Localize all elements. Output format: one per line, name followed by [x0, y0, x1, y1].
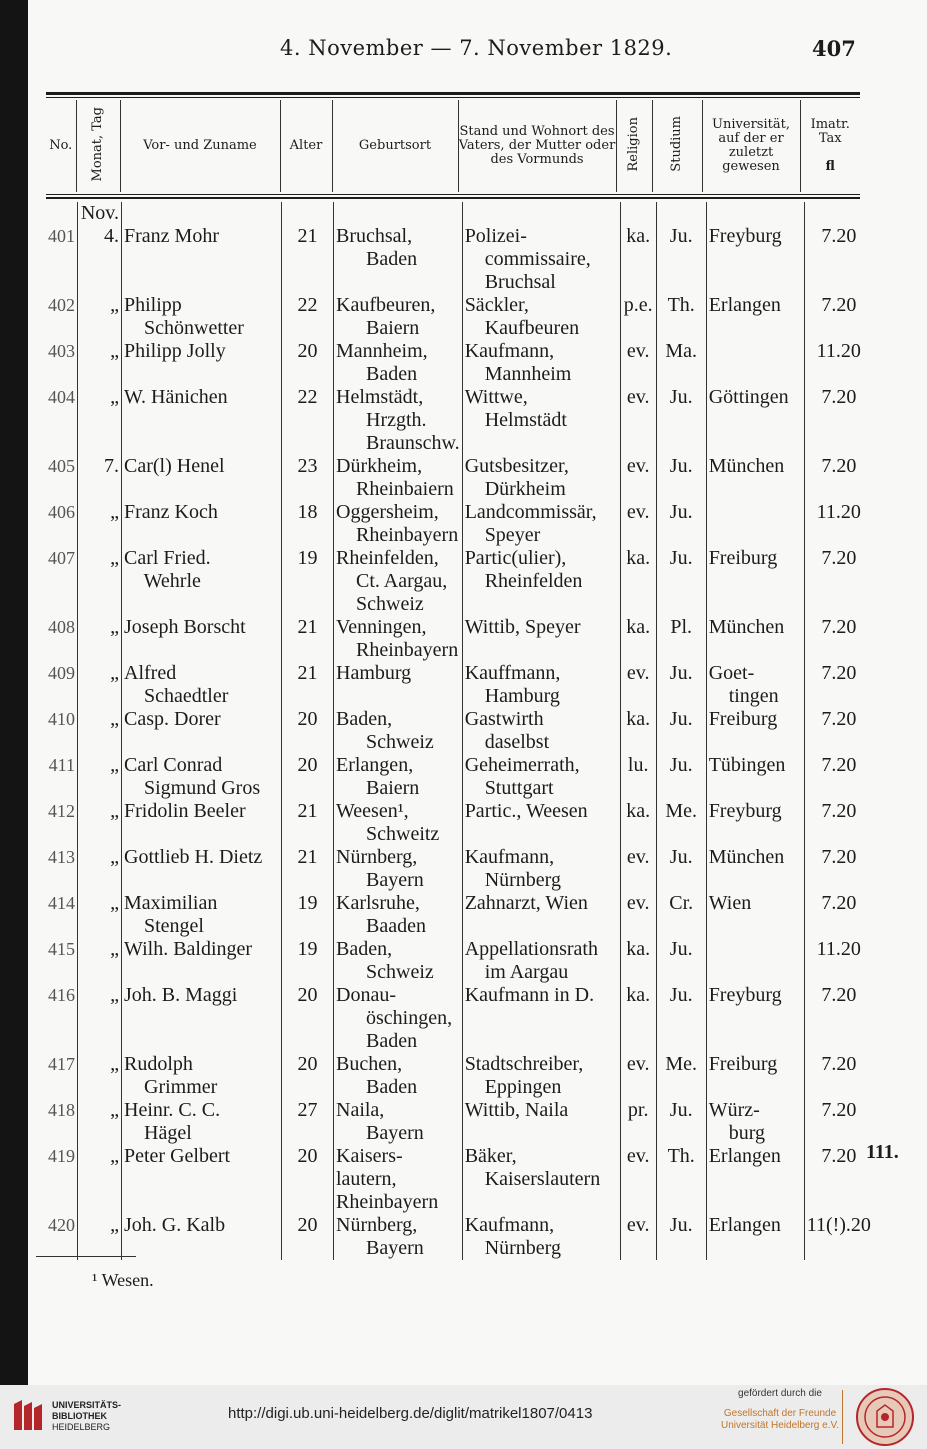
religion: ka. — [620, 547, 656, 616]
table-row — [46, 501, 873, 547]
study-field: Me. — [656, 800, 706, 846]
previous-university: Goet- tingen — [706, 662, 804, 708]
entry-day: „ — [78, 547, 122, 616]
col-birthplace: Geburtsort — [332, 100, 458, 192]
previous-university: Freyburg — [706, 984, 804, 1053]
table-row — [46, 938, 873, 984]
student-name: Philipp Jolly — [122, 340, 282, 386]
student-age: 18 — [282, 501, 334, 547]
religion: pr. — [620, 1099, 656, 1145]
page-number: 407 — [812, 36, 856, 61]
margin-note: 111. — [866, 1141, 899, 1163]
previous-university: Freyburg — [706, 800, 804, 846]
study-field: Ju. — [656, 846, 706, 892]
header-rule-thin — [46, 97, 860, 98]
col-parent: Stand und Wohnort des Vaters, der Mutter oder des Vormunds — [458, 100, 616, 192]
parent-info: Polizei- commissaire, Bruchsal — [462, 225, 620, 294]
tax-amount: 7.20 — [804, 846, 873, 892]
student-age: 21 — [282, 846, 334, 892]
entry-day: „ — [78, 1145, 122, 1214]
birthplace: Donau- öschingen, Baden — [334, 984, 463, 1053]
previous-university — [706, 501, 804, 547]
birthplace: Venningen, Rheinbayern — [334, 616, 463, 662]
university-seal-icon — [855, 1387, 915, 1447]
tax-amount: 7.20 — [804, 800, 873, 846]
table-row — [46, 800, 873, 846]
birthplace: Kaisers- lautern, Rheinbayern — [334, 1145, 463, 1214]
table-row — [46, 892, 873, 938]
entry-number: 405 — [48, 456, 75, 476]
religion: lu. — [620, 754, 656, 800]
table-row — [46, 662, 873, 708]
study-field: Ju. — [656, 225, 706, 294]
student-name: Joh. G. Kalb — [122, 1214, 282, 1260]
previous-university: Tübingen — [706, 754, 804, 800]
parent-info: Partic(ulier), Rheinfelden — [462, 547, 620, 616]
study-field: Cr. — [656, 892, 706, 938]
table-row — [46, 1053, 873, 1099]
student-name: Franz Mohr — [122, 225, 282, 294]
birthplace: Baden, Schweiz — [334, 938, 463, 984]
religion: ka. — [620, 984, 656, 1053]
religion: ev. — [620, 662, 656, 708]
student-name: Casp. Dorer — [122, 708, 282, 754]
entry-day: „ — [78, 938, 122, 984]
entry-day: „ — [78, 754, 122, 800]
table-row — [46, 340, 873, 386]
student-name: Franz Koch — [122, 501, 282, 547]
student-name: W. Hänichen — [122, 386, 282, 455]
viewer-footer — [0, 1385, 927, 1449]
student-age: 23 — [282, 455, 334, 501]
entry-day: 7. — [78, 455, 122, 501]
parent-info: Wittib, Naila — [462, 1099, 620, 1145]
entry-number: 415 — [48, 939, 75, 959]
entry-number: 409 — [48, 663, 75, 683]
col-day-label: Monat, Tag — [90, 106, 105, 182]
student-age: 21 — [282, 616, 334, 662]
study-field: Ju. — [656, 754, 706, 800]
table-row — [46, 616, 873, 662]
religion: ev. — [620, 501, 656, 547]
table-row — [46, 386, 873, 455]
sponsor-line2: Universität Heidelberg e.V. — [720, 1420, 840, 1431]
tax-amount: 7.20 — [804, 1053, 873, 1099]
col-study-label: Studium — [669, 116, 684, 172]
entry-number: 414 — [48, 893, 75, 913]
entry-day: „ — [78, 616, 122, 662]
tax-amount: 7.20 — [804, 225, 873, 294]
entry-number: 416 — [48, 985, 75, 1005]
col-study — [652, 100, 702, 192]
entry-day: „ — [78, 892, 122, 938]
col-name: Vor- und Zuname — [120, 100, 280, 192]
month-row — [46, 202, 873, 225]
previous-university: München — [706, 455, 804, 501]
student-name: Philipp Schönwetter — [122, 294, 282, 340]
student-name: Fridolin Beeler — [122, 800, 282, 846]
col-age: Alter — [280, 100, 332, 192]
tax-amount: 11(!).20 — [804, 1214, 873, 1260]
entry-number: 419 — [48, 1146, 75, 1166]
table-row — [46, 547, 873, 616]
library-name-line1: UNIVERSITÄTS- — [52, 1400, 122, 1410]
religion: ev. — [620, 1214, 656, 1260]
entry-day: „ — [78, 1053, 122, 1099]
parent-info: Kaufmann, Nürnberg — [462, 846, 620, 892]
previous-university: Freiburg — [706, 1053, 804, 1099]
col-day — [76, 100, 120, 192]
student-name: Carl Fried. Wehrle — [122, 547, 282, 616]
student-name: Joseph Borscht — [122, 616, 282, 662]
header-rule-top — [46, 92, 860, 95]
col-university: Universität, auf der er zuletzt gewesen — [702, 100, 800, 192]
tax-amount: 7.20 — [804, 294, 873, 340]
student-age: 20 — [282, 1145, 334, 1214]
table-row — [46, 225, 873, 294]
col-tax — [800, 100, 860, 192]
tax-amount: 7.20 — [804, 616, 873, 662]
student-age: 21 — [282, 662, 334, 708]
matriculation-table — [46, 202, 873, 1260]
entry-day: „ — [78, 984, 122, 1053]
parent-info: Kaufmann in D. — [462, 984, 620, 1053]
table-row — [46, 1214, 873, 1260]
previous-university: Freyburg — [706, 225, 804, 294]
parent-info: Kauffmann, Hamburg — [462, 662, 620, 708]
study-field: Pl. — [656, 616, 706, 662]
parent-info: Landcommissär, Speyer — [462, 501, 620, 547]
birthplace: Erlangen, Baiern — [334, 754, 463, 800]
sponsor-line1: Gesellschaft der Freunde — [723, 1408, 837, 1419]
library-name-line2: BIBLIOTHEK — [52, 1411, 107, 1421]
study-field: Ju. — [656, 1099, 706, 1145]
library-name-line3: HEIDELBERG — [52, 1422, 111, 1432]
religion: ka. — [620, 938, 656, 984]
student-name: Rudolph Grimmer — [122, 1053, 282, 1099]
student-age: 20 — [282, 984, 334, 1053]
religion: ev. — [620, 1053, 656, 1099]
entry-day: „ — [78, 800, 122, 846]
birthplace: Dürkheim, Rheinbaiern — [334, 455, 463, 501]
entry-number: 406 — [48, 502, 75, 522]
tax-amount: 7.20 — [804, 386, 873, 455]
religion: ev. — [620, 1145, 656, 1214]
study-field: Ju. — [656, 662, 706, 708]
student-age: 20 — [282, 754, 334, 800]
footnote-rule — [36, 1256, 136, 1257]
entry-number: 402 — [48, 295, 75, 315]
header-rule-bottom-thick — [46, 197, 860, 199]
col-religion-label: Religion — [626, 116, 641, 172]
table-row — [46, 984, 873, 1053]
previous-university: München — [706, 846, 804, 892]
page-title: 4. November — 7. November 1829. — [280, 36, 673, 60]
birthplace: Baden, Schweiz — [334, 708, 463, 754]
religion: ka. — [620, 225, 656, 294]
col-tax-unit: fl — [825, 159, 835, 174]
table-row — [46, 294, 873, 340]
birthplace: Mannheim, Baden — [334, 340, 463, 386]
tax-amount: 7.20 — [804, 547, 873, 616]
entry-number: 404 — [48, 387, 75, 407]
parent-info: Gastwirth daselbst — [462, 708, 620, 754]
table-row — [46, 708, 873, 754]
student-name: Carl Conrad Sigmund Gros — [122, 754, 282, 800]
tax-amount: 7.20 — [804, 754, 873, 800]
birthplace: Helmstädt, Hrzgth. Braunschw. — [334, 386, 463, 455]
sponsor-block[interactable] — [716, 1388, 844, 1432]
study-field: Th. — [656, 1145, 706, 1214]
parent-info: Gutsbesitzer, Dürkheim — [462, 455, 620, 501]
religion: ev. — [620, 846, 656, 892]
library-name[interactable] — [52, 1400, 121, 1433]
tax-amount: 7.20 — [804, 662, 873, 708]
col-tax-label: Imatr. Tax — [810, 117, 850, 146]
entry-day: „ — [78, 501, 122, 547]
student-age: 21 — [282, 225, 334, 294]
header-rule-bottom — [46, 194, 860, 195]
permalink-url[interactable]: http://digi.ub.uni-heidelberg.de/diglit/matrikel1807/0413 — [228, 1405, 593, 1422]
entry-number: 410 — [48, 709, 75, 729]
entry-number: 411 — [48, 755, 75, 775]
birthplace: Nürnberg, Bayern — [334, 846, 463, 892]
study-field: Ju. — [656, 386, 706, 455]
tax-amount: 7.20 — [804, 984, 873, 1053]
student-age: 22 — [282, 294, 334, 340]
birthplace: Naila, Bayern — [334, 1099, 463, 1145]
previous-university: Erlangen — [706, 1214, 804, 1260]
table-row — [46, 1099, 873, 1145]
entry-day: 4. — [78, 225, 122, 294]
religion: ka. — [620, 800, 656, 846]
student-age: 19 — [282, 892, 334, 938]
study-field: Th. — [656, 294, 706, 340]
birthplace: Oggersheim, Rheinbayern — [334, 501, 463, 547]
birthplace: Nürnberg, Bayern — [334, 1214, 463, 1260]
table-row — [46, 846, 873, 892]
entry-number: 401 — [48, 226, 75, 246]
table-row — [46, 455, 873, 501]
previous-university — [706, 340, 804, 386]
student-name: Alfred Schaedtler — [122, 662, 282, 708]
previous-university: Erlangen — [706, 1145, 804, 1214]
parent-info: Geheimerrath, Stuttgart — [462, 754, 620, 800]
sponsor-intro: gefördert durch die — [738, 1388, 822, 1399]
entry-day: „ — [78, 708, 122, 754]
entry-number: 420 — [48, 1215, 75, 1235]
student-age: 19 — [282, 547, 334, 616]
religion: ev. — [620, 892, 656, 938]
parent-info: Wittib, Speyer — [462, 616, 620, 662]
footnote: ¹ Wesen. — [92, 1270, 154, 1290]
col-no: No. — [49, 138, 73, 153]
study-field: Me. — [656, 1053, 706, 1099]
parent-info: Zahnarzt, Wien — [462, 892, 620, 938]
scan-dark-edge — [0, 0, 28, 1449]
entry-day: „ — [78, 1214, 122, 1260]
month-label: Nov. — [78, 202, 122, 225]
study-field: Ju. — [656, 1214, 706, 1260]
parent-info: Kaufmann, Mannheim — [462, 340, 620, 386]
entry-day: „ — [78, 340, 122, 386]
study-field: Ma. — [656, 340, 706, 386]
library-logo-icon[interactable] — [10, 1396, 48, 1434]
table-row — [46, 754, 873, 800]
student-age: 20 — [282, 708, 334, 754]
tax-amount: 7.20 — [804, 1099, 873, 1145]
birthplace: Rheinfelden, Ct. Aargau, Schweiz — [334, 547, 463, 616]
study-field: Ju. — [656, 984, 706, 1053]
tax-amount: 7.20 — [804, 892, 873, 938]
parent-info: Kaufmann, Nürnberg — [462, 1214, 620, 1260]
student-name: Peter Gelbert — [122, 1145, 282, 1214]
student-age: 27 — [282, 1099, 334, 1145]
religion: p.e. — [620, 294, 656, 340]
study-field: Ju. — [656, 938, 706, 984]
study-field: Ju. — [656, 547, 706, 616]
student-age: 19 — [282, 938, 334, 984]
previous-university: Göttingen — [706, 386, 804, 455]
birthplace: Bruchsal, Baden — [334, 225, 463, 294]
religion: ev. — [620, 386, 656, 455]
entry-number: 418 — [48, 1100, 75, 1120]
birthplace: Kaufbeuren, Baiern — [334, 294, 463, 340]
birthplace: Buchen, Baden — [334, 1053, 463, 1099]
previous-university — [706, 938, 804, 984]
student-name: Car(l) Henel — [122, 455, 282, 501]
entry-day: „ — [78, 846, 122, 892]
student-name: Joh. B. Maggi — [122, 984, 282, 1053]
religion: ka. — [620, 616, 656, 662]
study-field: Ju. — [656, 455, 706, 501]
student-name: Maximilian Stengel — [122, 892, 282, 938]
birthplace: Karlsruhe, Baaden — [334, 892, 463, 938]
parent-info: Appellationsrath im Aargau — [462, 938, 620, 984]
parent-info: Stadtschreiber, Eppingen — [462, 1053, 620, 1099]
entry-day: „ — [78, 386, 122, 455]
student-name: Wilh. Baldinger — [122, 938, 282, 984]
entry-day: „ — [78, 294, 122, 340]
tax-amount: 7.20 — [804, 708, 873, 754]
parent-info: Partic., Weesen — [462, 800, 620, 846]
sponsor-name — [716, 1408, 844, 1432]
previous-university: Freiburg — [706, 708, 804, 754]
previous-university: Erlangen — [706, 294, 804, 340]
student-age: 21 — [282, 800, 334, 846]
parent-info: Wittwe, Helmstädt — [462, 386, 620, 455]
entry-number: 417 — [48, 1054, 75, 1074]
student-age: 20 — [282, 1053, 334, 1099]
entry-day: „ — [78, 1099, 122, 1145]
entry-number: 407 — [48, 548, 75, 568]
entry-number: 413 — [48, 847, 75, 867]
birthplace: Weesen¹, Schweitz — [334, 800, 463, 846]
student-age: 20 — [282, 1214, 334, 1260]
previous-university: München — [706, 616, 804, 662]
religion: ev. — [620, 340, 656, 386]
study-field: Ju. — [656, 501, 706, 547]
entry-day: „ — [78, 662, 122, 708]
student-age: 22 — [282, 386, 334, 455]
tax-amount: 7.20 — [804, 1145, 873, 1214]
tax-amount: 11.20 — [804, 501, 873, 547]
tax-amount: 11.20 — [804, 938, 873, 984]
col-religion — [616, 100, 652, 192]
entry-number: 408 — [48, 617, 75, 637]
religion: ev. — [620, 455, 656, 501]
entry-number: 403 — [48, 341, 75, 361]
study-field: Ju. — [656, 708, 706, 754]
entry-number: 412 — [48, 801, 75, 821]
student-name: Gottlieb H. Dietz — [122, 846, 282, 892]
tax-amount: 11.20 — [804, 340, 873, 386]
student-name: Heinr. C. C. Hägel — [122, 1099, 282, 1145]
tax-amount: 7.20 — [804, 455, 873, 501]
student-age: 20 — [282, 340, 334, 386]
birthplace: Hamburg — [334, 662, 463, 708]
column-header-table — [46, 100, 860, 192]
previous-university: Freiburg — [706, 547, 804, 616]
previous-university: Wien — [706, 892, 804, 938]
page-header — [0, 36, 927, 66]
table-row — [46, 1145, 873, 1214]
previous-university: Würz- burg — [706, 1099, 804, 1145]
parent-info: Bäker, Kaiserslautern — [462, 1145, 620, 1214]
religion: ka. — [620, 708, 656, 754]
parent-info: Säckler, Kaufbeuren — [462, 294, 620, 340]
